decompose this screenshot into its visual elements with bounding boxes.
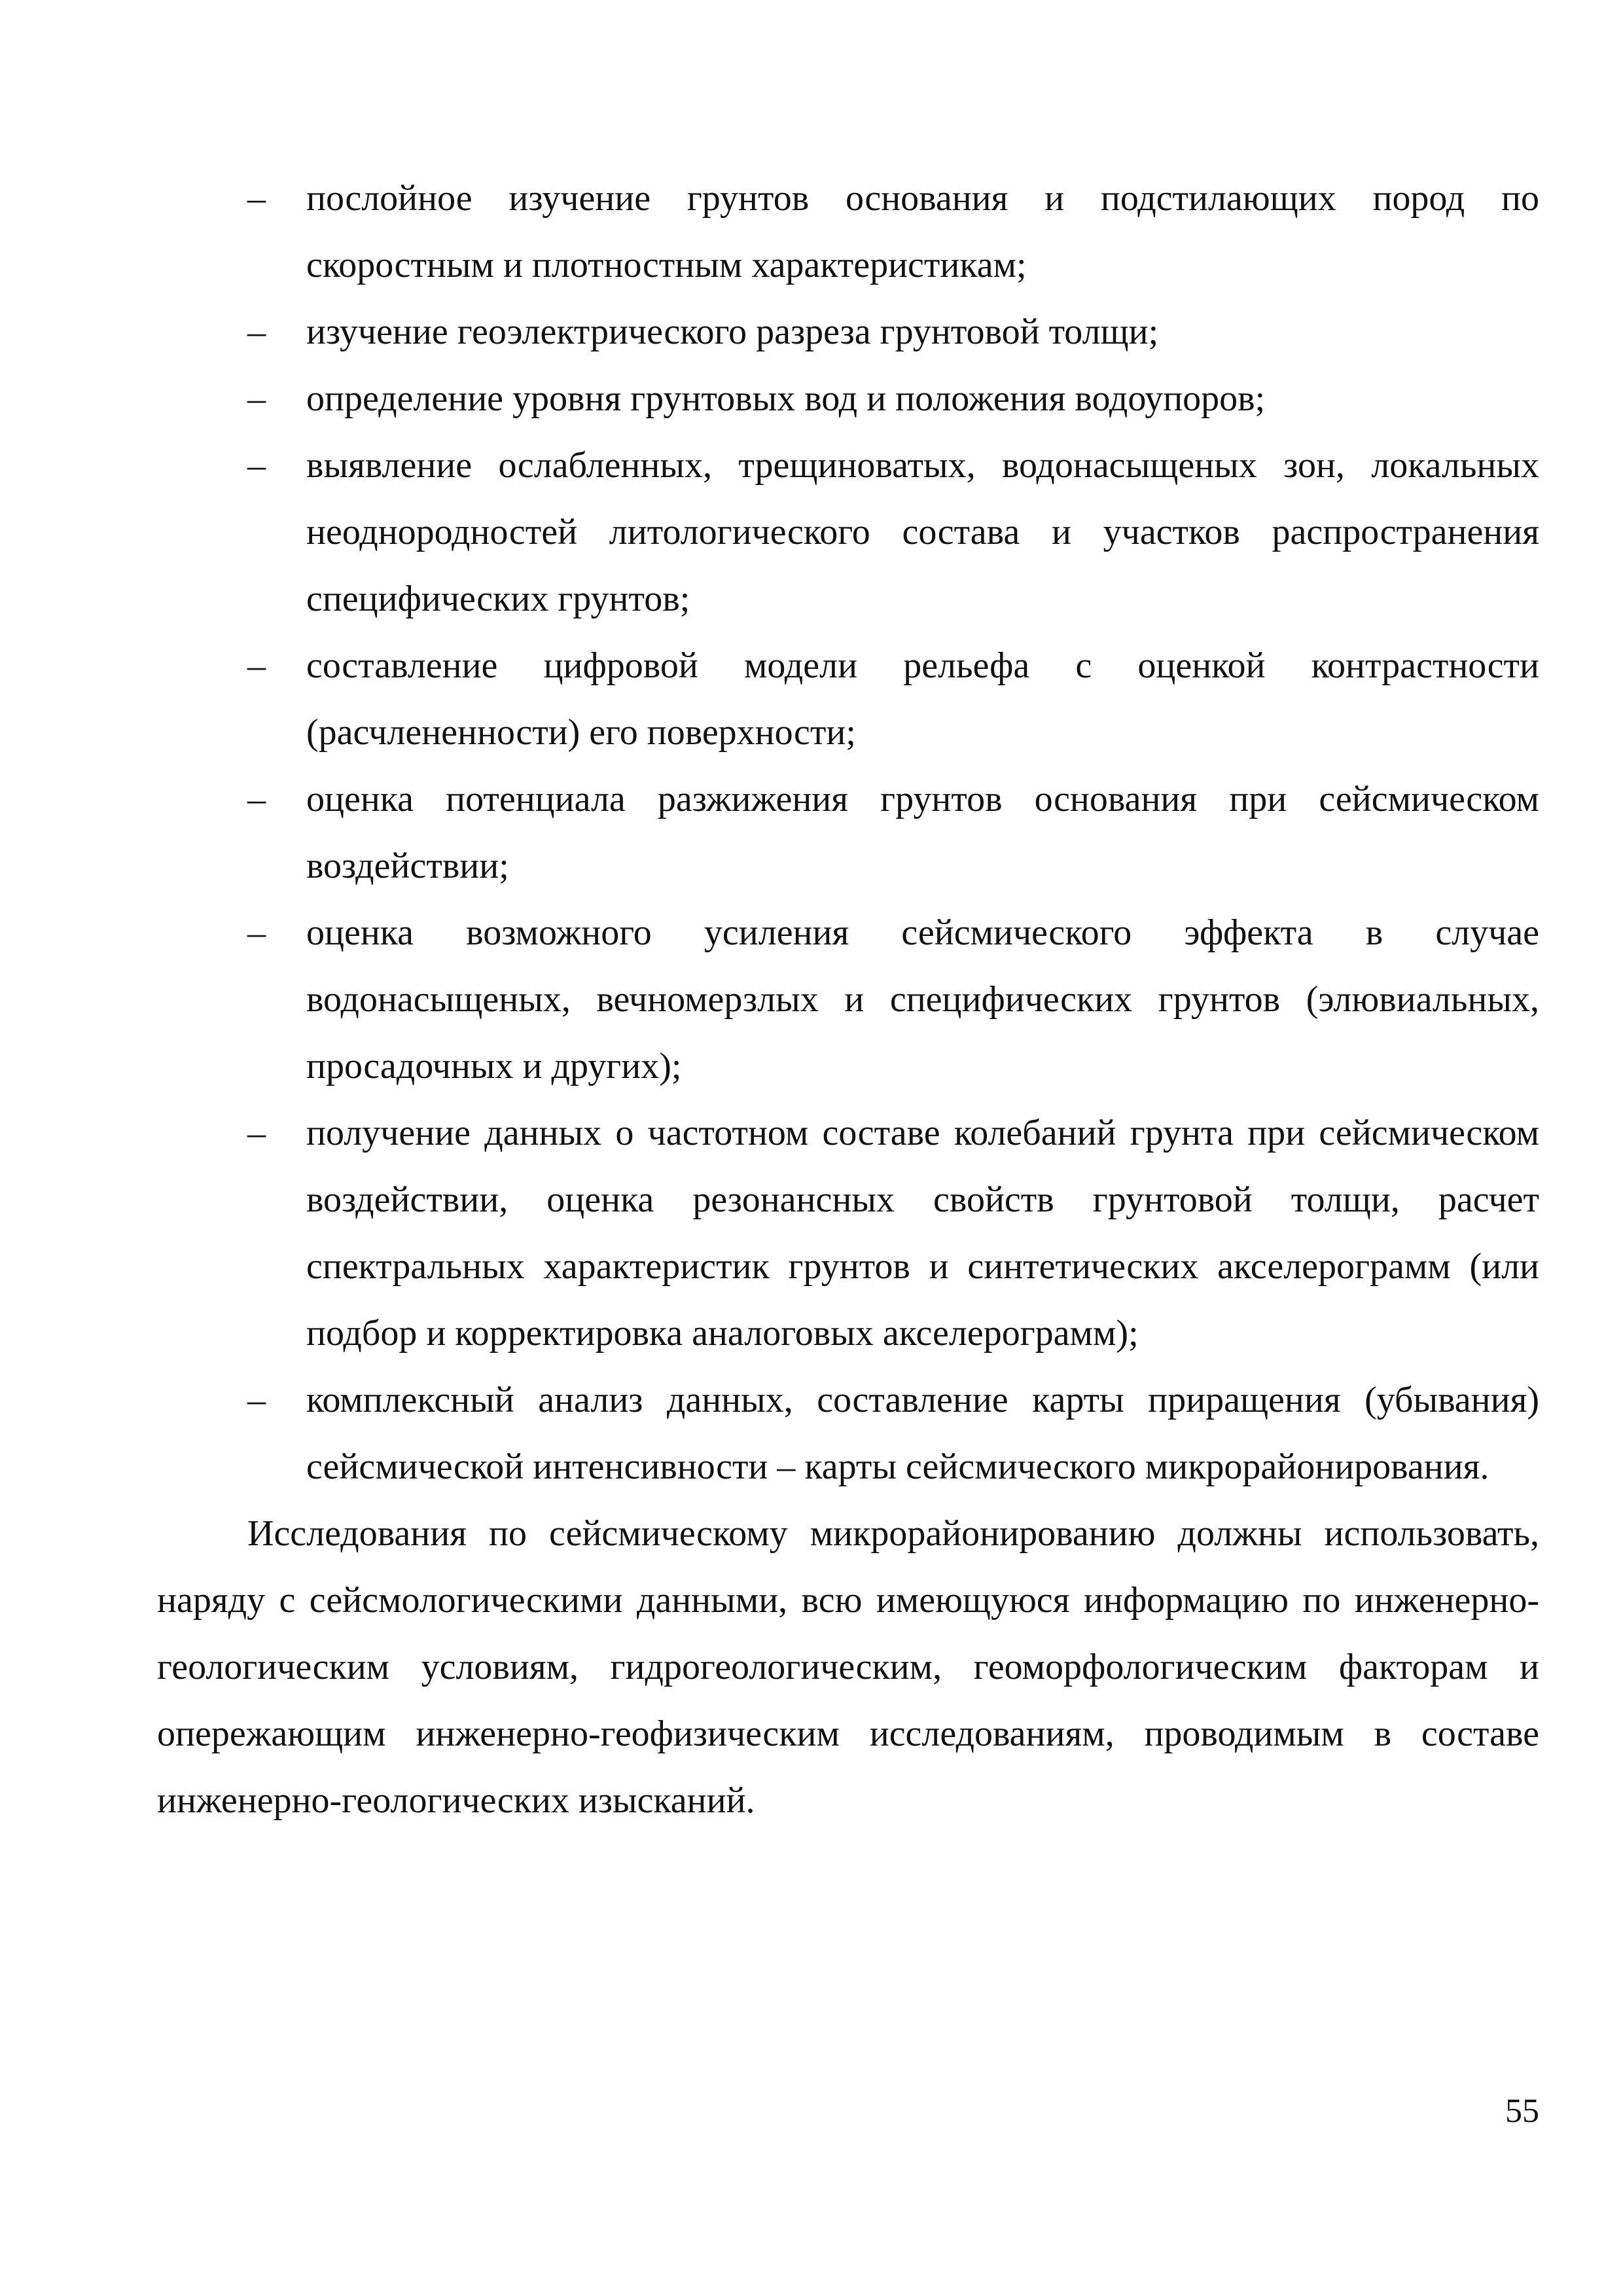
bullet-list	[157, 165, 1539, 1500]
list-item-text: составление цифровой модели рельефа с оценкой контрастности (расчлененности) его поверхности;	[306, 645, 1539, 753]
list-item-text: выявление ослабленных, трещиноватых, водонасыщеных зон, локальных неоднородностей литологического состава и участков распространения специфических грунтов;	[306, 445, 1539, 619]
list-item-text: определение уровня грунтовых вод и положения водоупоров;	[306, 378, 1266, 419]
list-item	[157, 365, 1539, 432]
body-paragraph: Исследования по сейсмическому микрорайонированию должны использовать, наряду с сейсмологическими данными, всю имеющуюся информацию по инженерно-геологическим условиям, гидрогеологическим, геоморфологическим факторам и опережающим инженерно-геофизическим исследованиям, проводимым в составе инженерно-геологических изысканий.	[157, 1513, 1539, 1821]
dash-bullet-icon: –	[247, 178, 266, 219]
page-number: 55	[1505, 2092, 1539, 2130]
list-item-text: послойное изучение грунтов основания и подстилающих пород по скоростным и плотностным характеристикам;	[306, 178, 1539, 285]
list-item-text: оценка потенциала разжижения грунтов основания при сейсмическом воздействии;	[306, 779, 1539, 886]
list-item	[157, 165, 1539, 298]
list-item	[157, 632, 1539, 766]
dash-bullet-icon: –	[247, 378, 266, 419]
list-item	[157, 766, 1539, 899]
list-item-text: получение данных о частотном составе колебаний грунта при сейсмическом воздействии, оценка резонансных свойств грунтовой толщи, расчет спектральных характеристик грунтов и синтетических акселерограмм (или подбор и корректировка аналоговых акселерограмм);	[306, 1113, 1539, 1354]
dash-bullet-icon: –	[247, 645, 266, 686]
dash-bullet-icon: –	[247, 445, 266, 486]
list-item	[157, 1100, 1539, 1367]
list-item	[157, 298, 1539, 365]
list-item	[157, 1367, 1539, 1500]
list-item-text: оценка возможного усиления сейсмического эффекта в случае водонасыщеных, вечномерзлых и специфических грунтов (элювиальных, просадочных и других);	[306, 912, 1539, 1086]
list-item-text: комплексный анализ данных, составление карты приращения (убывания) сейсмической интенсивности – карты сейсмического микрорайонирования.	[306, 1380, 1539, 1487]
dash-bullet-icon: –	[247, 1380, 266, 1420]
list-item	[157, 432, 1539, 632]
text-body	[157, 165, 1539, 1834]
list-item	[157, 899, 1539, 1100]
dash-bullet-icon: –	[247, 779, 266, 819]
list-item-text: изучение геоэлектрического разреза грунтовой толщи;	[306, 312, 1159, 352]
dash-bullet-icon: –	[247, 312, 266, 352]
dash-bullet-icon: –	[247, 912, 266, 953]
dash-bullet-icon: –	[247, 1113, 266, 1153]
